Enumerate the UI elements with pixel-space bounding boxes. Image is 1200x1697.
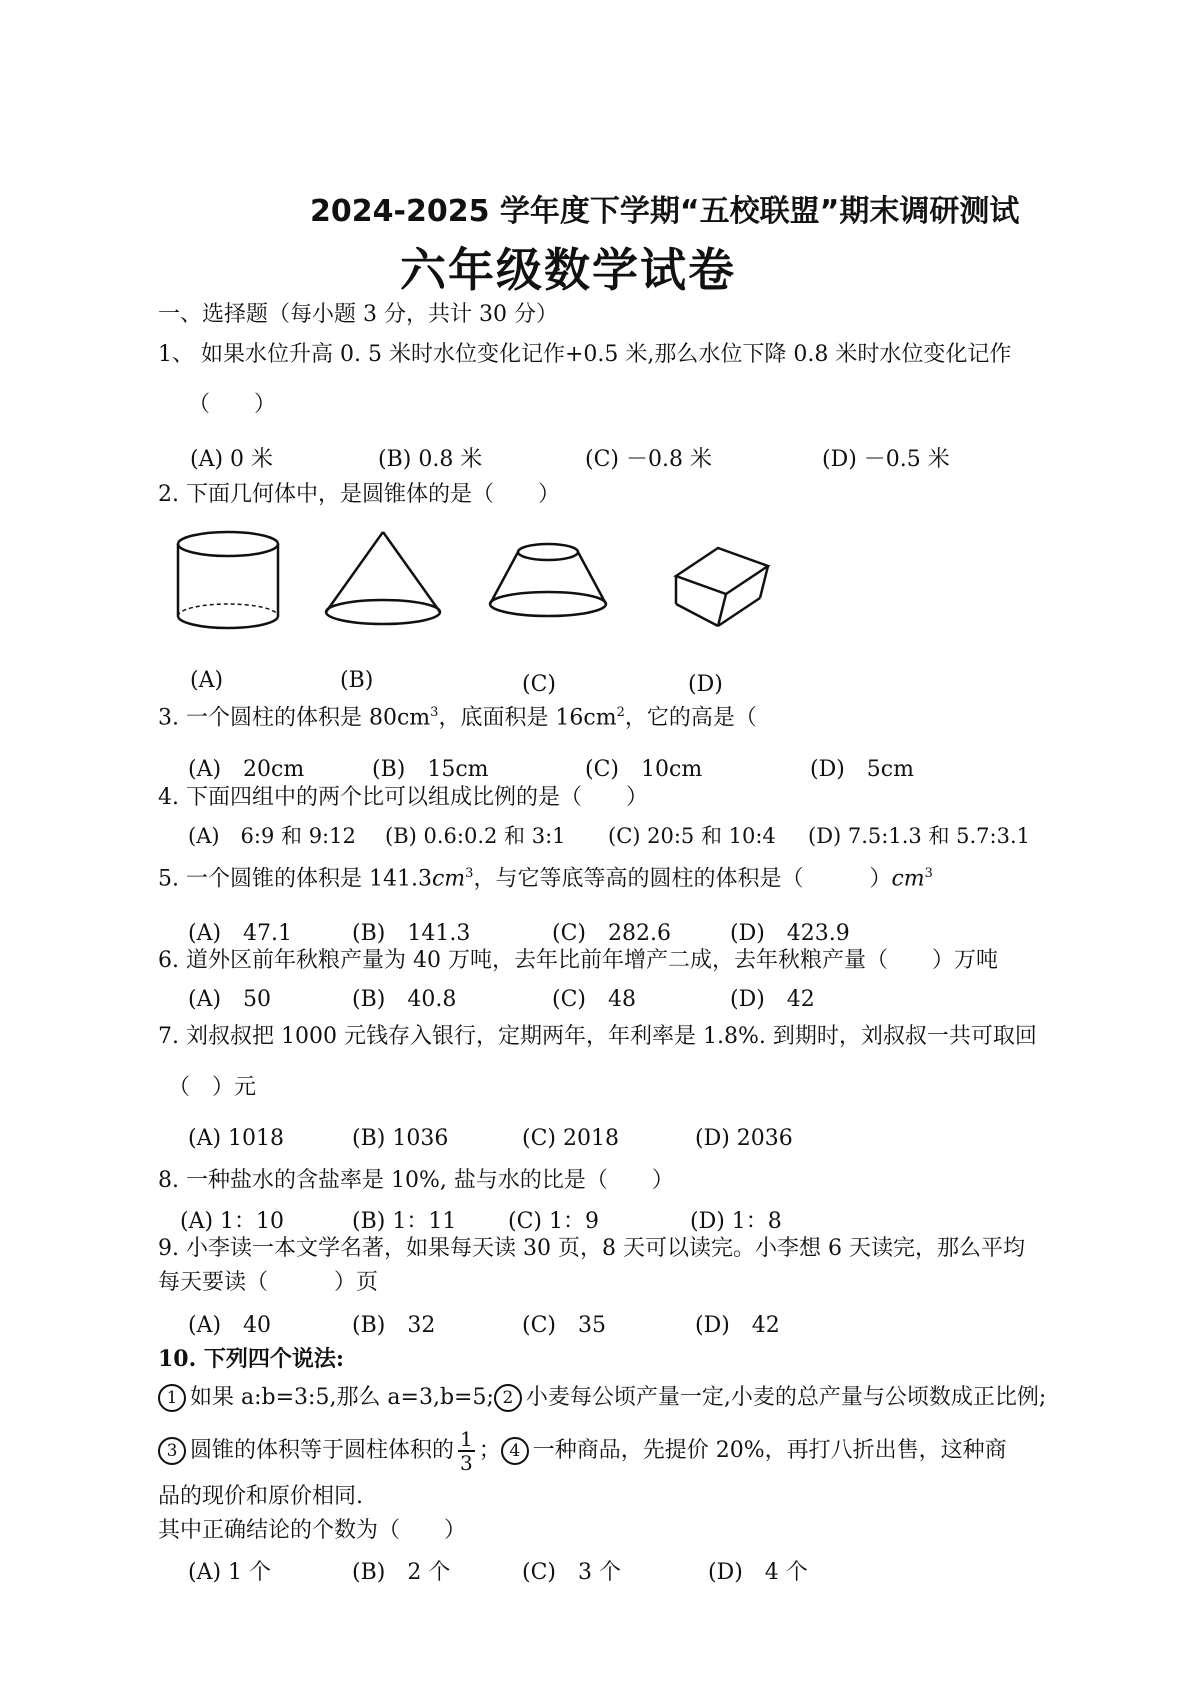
question-7-text: 7. 刘叔叔把 1000 元钱存入银行，定期两年，年利率是 1.8%. 到期时，刘叔叔一共可取回 [158, 1024, 1037, 1049]
fraction-one-third: $\frac{1}{3}$ [460, 1427, 473, 1475]
q9-option-d: (D) 42 [695, 1313, 780, 1338]
q7-option-d: (D) 2036 [695, 1126, 793, 1151]
question-6-text: 6. 道外区前年秋粮产量为 40 万吨，去年比前年增产二成，去年秋粮产量（ ）万吨 [158, 948, 998, 973]
question-8-text: 8. 一种盐水的含盐率是 10%, 盐与水的比是（ ） [158, 1168, 674, 1193]
q9-option-a: (A) 40 [188, 1313, 272, 1338]
cylinder-icon [170, 528, 290, 634]
q1-option-c: (C) －0.8 米 [585, 447, 712, 472]
q10-option-b: (B) 2 个 [352, 1560, 451, 1585]
q6-option-b: (B) 40.8 [352, 987, 457, 1012]
q8-option-a: (A) 1：10 [180, 1209, 285, 1234]
question-10-ask: 其中正确结论的个数为（ ） [158, 1518, 467, 1543]
q6-option-d: (D) 42 [730, 987, 815, 1012]
question-9-text: 9. 小李读一本文学名著，如果每天读 30 页，8 天可以读完。小李想 6 天读完，那么平均 [158, 1236, 1025, 1261]
section-title: 一、选择题（每小题 3 分，共计 30 分） [158, 302, 558, 327]
q5-option-b: (B) 141.3 [352, 921, 471, 946]
question-10-line-2: 3 圆锥的体积等于圆柱体积的 $\frac{1}{3}$ ； 4 一种商品，先提价 20%，再打八折出售，这种商 [158, 1428, 1007, 1474]
question-3-text: 3. 一个圆柱的体积是 $80cm^3$，底面积是 $16cm^2$，它的高是（ [158, 705, 757, 731]
q4-option-c: (C) 20:5 和 10:4 [608, 824, 776, 848]
statement-number-1: 1 [158, 1384, 186, 1412]
q6-option-a: (A) 50 [188, 987, 272, 1012]
q6-option-c: (C) 48 [552, 987, 636, 1012]
q2-option-b: (B) [340, 668, 374, 693]
statement-number-3: 3 [158, 1437, 186, 1465]
q7-option-c: (C) 2018 [522, 1126, 619, 1151]
q9-option-c: (C) 35 [522, 1313, 606, 1338]
statement-number-2: 2 [494, 1384, 522, 1412]
q5-option-c: (C) 282.6 [552, 921, 671, 946]
question-1-blank: （ ） [188, 392, 277, 417]
q3-option-a: (A) 20cm [188, 757, 305, 782]
frustum-icon [482, 540, 612, 626]
exam-title: 六年级数学试卷 [400, 243, 736, 297]
q4-option-a: (A) 6:9 和 9:12 [188, 824, 356, 848]
exam-subtitle: 2024-2025 学年度下学期“五校联盟”期末调研测试 [310, 194, 1020, 229]
q10-option-d: (D) 4 个 [708, 1560, 808, 1585]
cuboid-icon [668, 538, 778, 636]
q7-option-a: (A) 1018 [188, 1126, 285, 1151]
q8-option-b: (B) 1：11 [352, 1209, 457, 1234]
q10-option-a: (A) 1 个 [188, 1560, 272, 1585]
q8-option-d: (D) 1：8 [690, 1209, 782, 1234]
question-10-line-1: 1 如果 a:b=3:5,那么 a=3,b=5; 2 小麦每公顷产量一定,小麦的总产量与公顷数成正比例; [158, 1384, 1046, 1412]
q2-option-d: (D) [688, 672, 723, 697]
q1-option-a: (A) 0 米 [190, 447, 274, 472]
q2-option-a: (A) [190, 668, 224, 693]
q9-option-b: (B) 32 [352, 1313, 436, 1338]
q5-option-a: (A) 47.1 [188, 921, 293, 946]
question-5-text: 5. 一个圆锥的体积是 $141.3cm^3$，与它等底等高的圆柱的体积是（ ）$cm^3$ [158, 866, 933, 892]
q4-option-d: (D) 7.5:1.3 和 5.7:3.1 [808, 824, 1030, 848]
q1-option-d: (D) －0.5 米 [822, 447, 950, 472]
q3-option-c: (C) 10cm [585, 757, 703, 782]
question-9-text-2: 每天要读（ ）页 [158, 1270, 379, 1295]
q1-option-b: (B) 0.8 米 [378, 447, 483, 472]
q8-option-c: (C) 1：9 [508, 1209, 599, 1234]
q10-option-c: (C) 3 个 [522, 1560, 621, 1585]
q3-option-d: (D) 5cm [810, 757, 914, 782]
question-4-text: 4. 下面四组中的两个比可以组成比例的是（ ） [158, 785, 648, 810]
q3-option-b: (B) 15cm [372, 757, 489, 782]
cone-icon [318, 528, 448, 634]
question-10-line-3: 品的现价和原价相同. [158, 1484, 363, 1509]
q5-option-d: (D) 423.9 [730, 921, 850, 946]
question-2-text: 2. 下面几何体中，是圆锥体的是（ ） [158, 482, 560, 507]
question-10-text: 10. 下列四个说法: [158, 1346, 345, 1372]
q7-option-b: (B) 1036 [352, 1126, 449, 1151]
statement-number-4: 4 [501, 1437, 529, 1465]
q4-option-b: (B) 0.6:0.2 和 3:1 [385, 824, 566, 848]
question-1-text: 1、 如果水位升高 0. 5 米时水位变化记作+0.5 米,那么水位下降 0.8 米时水位变化记作 [158, 342, 1012, 367]
question-7-blank: （ ）元 [168, 1075, 257, 1100]
q2-option-c: (C) [522, 672, 556, 697]
